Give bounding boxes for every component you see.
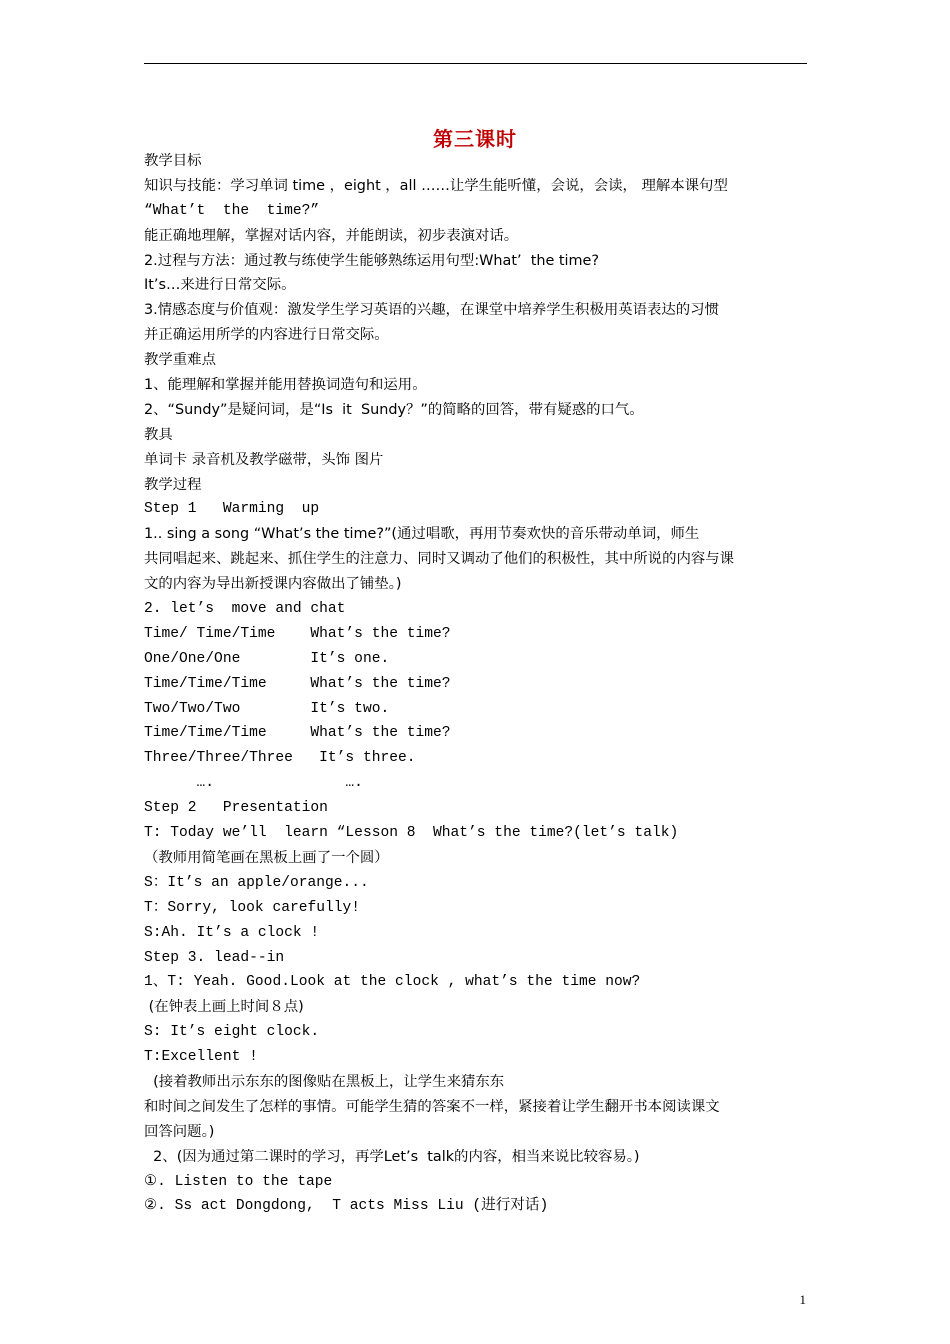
text-line: Three/Three/Three It’s three. <box>144 750 416 767</box>
text-line: 3.情感态度与价值观：激发学生学习英语的兴趣，在课堂中培养学生积极用英语表达的习惯 <box>144 302 719 319</box>
header-rule <box>144 63 807 64</box>
text-line: …. …. <box>144 775 363 792</box>
text-line: S：It’s an apple/orange... <box>144 874 369 891</box>
text-line: 教学重难点 <box>144 352 216 369</box>
text-line: One/One/One It’s one. <box>144 650 390 667</box>
text-line: 教学过程 <box>144 476 202 493</box>
text-line: Two/Two/Two It’s two. <box>144 700 390 717</box>
text-line: T:Excellent ! <box>144 1049 258 1066</box>
text-line: 单词卡 录音机及教学磁带，头饰 图片 <box>144 451 384 468</box>
text-line: 回答问题。) <box>144 1123 215 1140</box>
text-line: Step 2 Presentation <box>144 800 328 817</box>
text-line: ②. Ss act Dongdong, T acts Miss Liu (进行对话) <box>144 1198 549 1215</box>
text-line: 1、能理解和掌握并能用替换词造句和运用。 <box>144 377 427 394</box>
text-line: S: It’s eight clock. <box>144 1024 320 1041</box>
text-line: 共同唱起来、跳起来、抓住学生的注意力、同时又调动了他们的积极性，其中所说的内容与课 <box>144 551 735 568</box>
text-line: It’s…来进行日常交际。 <box>144 277 296 294</box>
page-number: 1 <box>799 1292 806 1307</box>
text-line: 文的内容为导出新授课内容做出了铺垫。) <box>144 576 402 593</box>
text-line: Time/ Time/Time What’s the time? <box>144 625 451 642</box>
text-line: Step 3. lead--in <box>144 949 285 966</box>
text-line: T: Today we’ll learn “Lesson 8 What’s the time?(let’s talk) <box>144 825 679 842</box>
text-line: Step 1 Warming up <box>144 501 320 518</box>
text-line: S:Ah. It’s a clock ! <box>144 924 320 941</box>
text-line: 1.. sing a song “What’s the time?”(通过唱歌，再用节奏欢快的音乐带动单词，师生 <box>144 526 700 543</box>
text-line: T：Sorry, look carefully! <box>144 899 361 916</box>
text-line: （教师用简笔画在黑板上画了一个圆） <box>144 849 389 866</box>
text-line: 1、T: Yeah. Good.Look at the clock , what’s the time now? <box>144 974 641 991</box>
text-line: 教具 <box>144 426 173 443</box>
text-line: 知识与技能：学习单词 time ，eight ，all ……让学生能听懂，会说，会读， 理解本课句型 <box>144 177 728 194</box>
text-line: 2、(因为通过第二课时的学习，再学Let’s talk的内容，相当来说比较容易。) <box>144 1148 640 1165</box>
text-line: ①. Listen to the tape <box>144 1173 333 1190</box>
lesson-title: 第三课时 <box>433 127 517 151</box>
text-line: 教学目标 <box>144 153 202 169</box>
text-line: (在钟表上画上时间８点) <box>144 999 304 1016</box>
text-line: 能正确地理解，掌握对话内容，并能朗读，初步表演对话。 <box>144 227 519 244</box>
text-line: 和时间之间发生了怎样的事情。可能学生猜的答案不一样，紧接着让学生翻开书本阅读课文 <box>144 1098 720 1115</box>
text-line: 2、“Sundy”是疑问词，是“Is it Sundy？”的简略的回答，带有疑惑的口气。 <box>144 401 644 418</box>
text-line: 2.过程与方法：通过教与练使学生能够熟练运用句型:What’ the time? <box>144 252 600 269</box>
text-line: 2. let’s move and chat <box>144 601 346 618</box>
text-line: Time/Time/Time What’s the time? <box>144 725 451 742</box>
text-line: “What’t the time?” <box>144 202 320 219</box>
lesson-plan-body <box>144 149 812 1219</box>
text-line: 并正确运用所学的内容进行日常交际。 <box>144 327 389 344</box>
text-line: (接着教师出示东东的图像贴在黑板上，让学生来猜东东 <box>144 1073 505 1090</box>
text-line: Time/Time/Time What’s the time? <box>144 675 451 692</box>
